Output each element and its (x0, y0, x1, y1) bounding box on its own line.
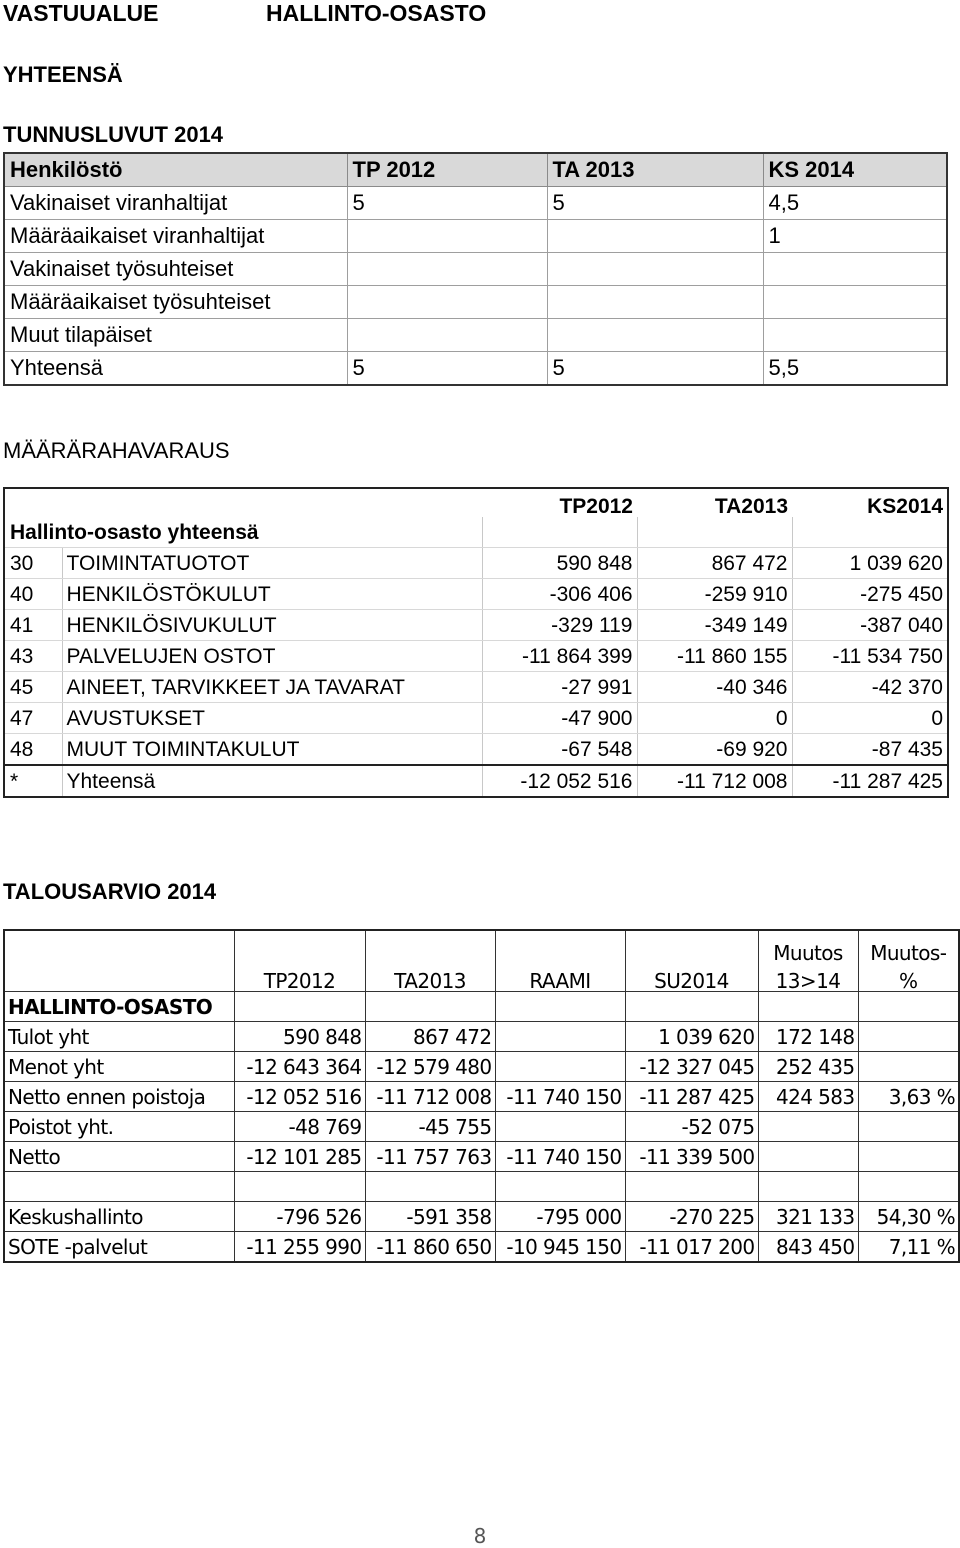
maararahavaraus-row (4, 641, 948, 672)
muutospct-line2: % (899, 969, 918, 993)
talousarvio-cell: 3,63 % (858, 1082, 959, 1112)
maararahavaraus-cell: -306 406 (482, 579, 637, 610)
talousarvio-cell (858, 1022, 959, 1052)
talousarvio-cell: -11 339 500 (625, 1142, 758, 1172)
maararahavaraus-cell: -11 287 425 (792, 765, 948, 797)
maararahavaraus-cell: 867 472 (637, 548, 792, 579)
talousarvio-row (4, 1142, 959, 1172)
talousarvio-cell: SOTE -palvelut (4, 1232, 234, 1263)
talousarvio-cell: -11 712 008 (365, 1082, 495, 1112)
talousarvio-cell: -12 579 480 (365, 1052, 495, 1082)
talousarvio-cell: 54,30 % (858, 1202, 959, 1232)
talousarvio-row (4, 1082, 959, 1112)
talousarvio-cell (495, 1052, 625, 1082)
tunnusluvut-cell: Vakinaiset viranhaltijat (4, 187, 347, 220)
talousarvio-empty-cell (758, 1172, 858, 1202)
maararahavaraus-cell: -11 860 155 (637, 641, 792, 672)
maararahavaraus-row (4, 734, 948, 766)
talousarvio-empty-cell (234, 1172, 365, 1202)
maararahavaraus-cell: AINEET, TARVIKKEET JA TAVARAT (62, 672, 482, 703)
maararahavaraus-cell: * (4, 765, 62, 797)
maararahavaraus-cell: 0 (792, 703, 948, 734)
tunnusluvut-cell (347, 220, 547, 253)
talousarvio-cell: -10 945 150 (495, 1232, 625, 1263)
talousarvio-cell: 867 472 (365, 1022, 495, 1052)
talousarvio-cell (495, 1022, 625, 1052)
tunnusluvut-cell: 5 (547, 352, 763, 386)
tunnusluvut-cell: 5 (347, 187, 547, 220)
talousarvio-empty-cell (858, 992, 959, 1022)
talousarvio-header-cell: RAAMI (495, 930, 625, 992)
talousarvio-cell: Poistot yht. (4, 1112, 234, 1142)
maararahavaraus-row (4, 610, 948, 641)
maararahavaraus-row (4, 579, 948, 610)
tunnusluvut-cell: Määräaikaiset työsuhteiset (4, 286, 347, 319)
talousarvio-header-cell (4, 930, 234, 992)
tunnusluvut-cell: Yhteensä (4, 352, 347, 386)
talousarvio-empty-cell (365, 992, 495, 1022)
talousarvio-cell: -48 769 (234, 1112, 365, 1142)
maararahavaraus-cell: -67 548 (482, 734, 637, 766)
talousarvio-empty-cell (625, 1172, 758, 1202)
maararahavaraus-cell: -42 370 (792, 672, 948, 703)
maararahavaraus-cell: -40 346 (637, 672, 792, 703)
maararahavaraus-cell: 43 (4, 641, 62, 672)
talousarvio-cell: -12 643 364 (234, 1052, 365, 1082)
maararahavaraus-cell: 30 (4, 548, 62, 579)
tunnusluvut-cell: 5,5 (763, 352, 947, 386)
maararahavaraus-table (3, 487, 949, 798)
tunnusluvut-cell (347, 253, 547, 286)
tunnusluvut-cell (763, 253, 947, 286)
talousarvio-cell: -11 740 150 (495, 1142, 625, 1172)
talousarvio-cell: -11 017 200 (625, 1232, 758, 1263)
tunnusluvut-cell: 1 (763, 220, 947, 253)
tunnusluvut-row (4, 319, 947, 352)
maararahavaraus-cell: TOIMINTATUOTOT (62, 548, 482, 579)
talousarvio-cell: Netto (4, 1142, 234, 1172)
talousarvio-cell: -11 860 650 (365, 1232, 495, 1263)
maararahavaraus-cell: HENKILÖSTÖKULUT (62, 579, 482, 610)
maararahavaraus-title: MÄÄRÄRAHAVARAUS (3, 438, 230, 463)
talousarvio-empty-cell (858, 1172, 959, 1202)
maararahavaraus-header-cell: KS2014 (867, 495, 943, 518)
muutos-line1: Muutos (773, 941, 843, 965)
talousarvio-cell: -11 740 150 (495, 1082, 625, 1112)
maararahavaraus-cell: 590 848 (482, 548, 637, 579)
talousarvio-cell: -11 757 763 (365, 1142, 495, 1172)
maararahavaraus-cell: MUUT TOIMINTAKULUT (62, 734, 482, 766)
maararahavaraus-cell: -12 052 516 (482, 765, 637, 797)
maararahavaraus-row (4, 703, 948, 734)
tunnusluvut-cell (347, 319, 547, 352)
tunnusluvut-row (4, 253, 947, 286)
tunnusluvut-header-cell: Henkilöstö (4, 153, 347, 187)
maararahavaraus-cell: -329 119 (482, 610, 637, 641)
maararahavaraus-row (4, 765, 948, 797)
maararahavaraus-cell: 40 (4, 579, 62, 610)
tunnusluvut-cell (547, 253, 763, 286)
talousarvio-cell: -12 327 045 (625, 1052, 758, 1082)
maararahavaraus-header-row (4, 488, 948, 517)
maararahavaraus-header-cell: TP2012 (559, 495, 633, 518)
talousarvio-table (3, 929, 960, 1263)
talousarvio-cell: -45 755 (365, 1112, 495, 1142)
talousarvio-cell: 843 450 (758, 1232, 858, 1263)
talousarvio-section-label: HALLINTO-OSASTO (4, 992, 234, 1022)
maararahavaraus-group-label: Hallinto-osasto yhteensä (4, 517, 482, 548)
tunnusluvut-row (4, 286, 947, 319)
talousarvio-cell: -12 052 516 (234, 1082, 365, 1112)
talousarvio-cell: Menot yht (4, 1052, 234, 1082)
tunnusluvut-cell (347, 286, 547, 319)
talousarvio-cell: -796 526 (234, 1202, 365, 1232)
talousarvio-cell: 7,11 % (858, 1232, 959, 1263)
talousarvio-cell (495, 1112, 625, 1142)
talousarvio-cell: 252 435 (758, 1052, 858, 1082)
talousarvio-row (4, 1202, 959, 1232)
talousarvio-header-muutos (758, 930, 858, 992)
talousarvio-cell: -11 255 990 (234, 1232, 365, 1263)
tunnusluvut-cell: Vakinaiset työsuhteiset (4, 253, 347, 286)
talousarvio-header-cell: TP2012 (234, 930, 365, 992)
maararahavaraus-cell: -47 900 (482, 703, 637, 734)
tunnusluvut-cell: 4,5 (763, 187, 947, 220)
tunnusluvut-table (3, 152, 948, 386)
maararahavaraus-header-cell: TA2013 (714, 495, 788, 518)
tunnusluvut-cell: 5 (547, 187, 763, 220)
talousarvio-row (4, 1052, 959, 1082)
maararahavaraus-cell: Yhteensä (62, 765, 482, 797)
tunnusluvut-header-cell: KS 2014 (763, 153, 947, 187)
talousarvio-cell: 321 133 (758, 1202, 858, 1232)
talousarvio-cell: 424 583 (758, 1082, 858, 1112)
maararahavaraus-header-empty (4, 488, 62, 517)
maararahavaraus-group-row (4, 517, 948, 548)
tunnusluvut-cell: 5 (347, 352, 547, 386)
tunnusluvut-cell (763, 286, 947, 319)
tunnusluvut-header-cell: TA 2013 (547, 153, 763, 187)
maararahavaraus-cell: AVUSTUKSET (62, 703, 482, 734)
maararahavaraus-group-empty (792, 517, 948, 548)
talousarvio-cell: -270 225 (625, 1202, 758, 1232)
tunnusluvut-cell (763, 319, 947, 352)
talousarvio-empty-cell (365, 1172, 495, 1202)
tunnusluvut-cell (547, 319, 763, 352)
maararahavaraus-header-empty (62, 488, 482, 517)
maararahavaraus-cell: -69 920 (637, 734, 792, 766)
maararahavaraus-cell: 48 (4, 734, 62, 766)
maararahavaraus-cell: -349 149 (637, 610, 792, 641)
talousarvio-cell: 1 039 620 (625, 1022, 758, 1052)
maararahavaraus-cell: 47 (4, 703, 62, 734)
tunnusluvut-cell: Määräaikaiset viranhaltijat (4, 220, 347, 253)
tunnusluvut-header-row (4, 153, 947, 187)
maararahavaraus-cell: -275 450 (792, 579, 948, 610)
talousarvio-title: TALOUSARVIO 2014 (3, 879, 217, 904)
talousarvio-empty-cell (758, 992, 858, 1022)
tunnusluvut-title: TUNNUSLUVUT 2014 (3, 122, 224, 147)
talousarvio-cell: -11 287 425 (625, 1082, 758, 1112)
talousarvio-empty-cell (4, 1172, 234, 1202)
area-value: HALLINTO-OSASTO (266, 0, 487, 26)
talousarvio-cell: -52 075 (625, 1112, 758, 1142)
talousarvio-cell (858, 1052, 959, 1082)
maararahavaraus-cell: 41 (4, 610, 62, 641)
talousarvio-cell: 172 148 (758, 1022, 858, 1052)
talousarvio-row (4, 1232, 959, 1263)
tunnusluvut-row (4, 220, 947, 253)
maararahavaraus-cell: -11 712 008 (637, 765, 792, 797)
tunnusluvut-cell (547, 286, 763, 319)
talousarvio-header-cell: TA2013 (365, 930, 495, 992)
talousarvio-cell: Tulot yht (4, 1022, 234, 1052)
maararahavaraus-cell: 45 (4, 672, 62, 703)
talousarvio-header-cell: SU2014 (625, 930, 758, 992)
tunnusluvut-cell (547, 220, 763, 253)
talousarvio-row (4, 1022, 959, 1052)
talousarvio-cell: Netto ennen poistoja (4, 1082, 234, 1112)
maararahavaraus-cell: -387 040 (792, 610, 948, 641)
talousarvio-empty-cell (625, 992, 758, 1022)
talousarvio-cell: -795 000 (495, 1202, 625, 1232)
muutos-line2: 13>14 (775, 969, 841, 993)
talousarvio-section-row (4, 992, 959, 1022)
talousarvio-cell: -12 101 285 (234, 1142, 365, 1172)
maararahavaraus-group-empty (637, 517, 792, 548)
maararahavaraus-cell: -11 534 750 (792, 641, 948, 672)
tunnusluvut-header-cell: TP 2012 (347, 153, 547, 187)
talousarvio-blank-row (4, 1172, 959, 1202)
talousarvio-cell (858, 1142, 959, 1172)
talousarvio-cell: -591 358 (365, 1202, 495, 1232)
maararahavaraus-cell: HENKILÖSIVUKULUT (62, 610, 482, 641)
tunnusluvut-row (4, 352, 947, 386)
talousarvio-cell (758, 1112, 858, 1142)
talousarvio-empty-cell (495, 992, 625, 1022)
muutospct-line1: Muutos- (870, 941, 947, 965)
maararahavaraus-cell: -11 864 399 (482, 641, 637, 672)
maararahavaraus-cell: 1 039 620 (792, 548, 948, 579)
maararahavaraus-row (4, 672, 948, 703)
maararahavaraus-row (4, 548, 948, 579)
talousarvio-header-row (4, 930, 959, 992)
maararahavaraus-cell: 0 (637, 703, 792, 734)
talousarvio-empty-cell (495, 1172, 625, 1202)
talousarvio-header-muutospct (858, 930, 959, 992)
maararahavaraus-cell: -27 991 (482, 672, 637, 703)
area-label: VASTUUALUE (3, 0, 159, 26)
maararahavaraus-cell: -87 435 (792, 734, 948, 766)
talousarvio-cell (858, 1112, 959, 1142)
talousarvio-empty-cell (234, 992, 365, 1022)
talousarvio-cell: 590 848 (234, 1022, 365, 1052)
talousarvio-row (4, 1112, 959, 1142)
page-number: 8 (473, 1524, 487, 1548)
maararahavaraus-group-empty (482, 517, 637, 548)
tunnusluvut-row (4, 187, 947, 220)
summary-subtitle: YHTEENSÄ (3, 62, 123, 87)
maararahavaraus-cell: -259 910 (637, 579, 792, 610)
talousarvio-cell (758, 1142, 858, 1172)
talousarvio-cell: Keskushallinto (4, 1202, 234, 1232)
tunnusluvut-cell: Muut tilapäiset (4, 319, 347, 352)
maararahavaraus-cell: PALVELUJEN OSTOT (62, 641, 482, 672)
